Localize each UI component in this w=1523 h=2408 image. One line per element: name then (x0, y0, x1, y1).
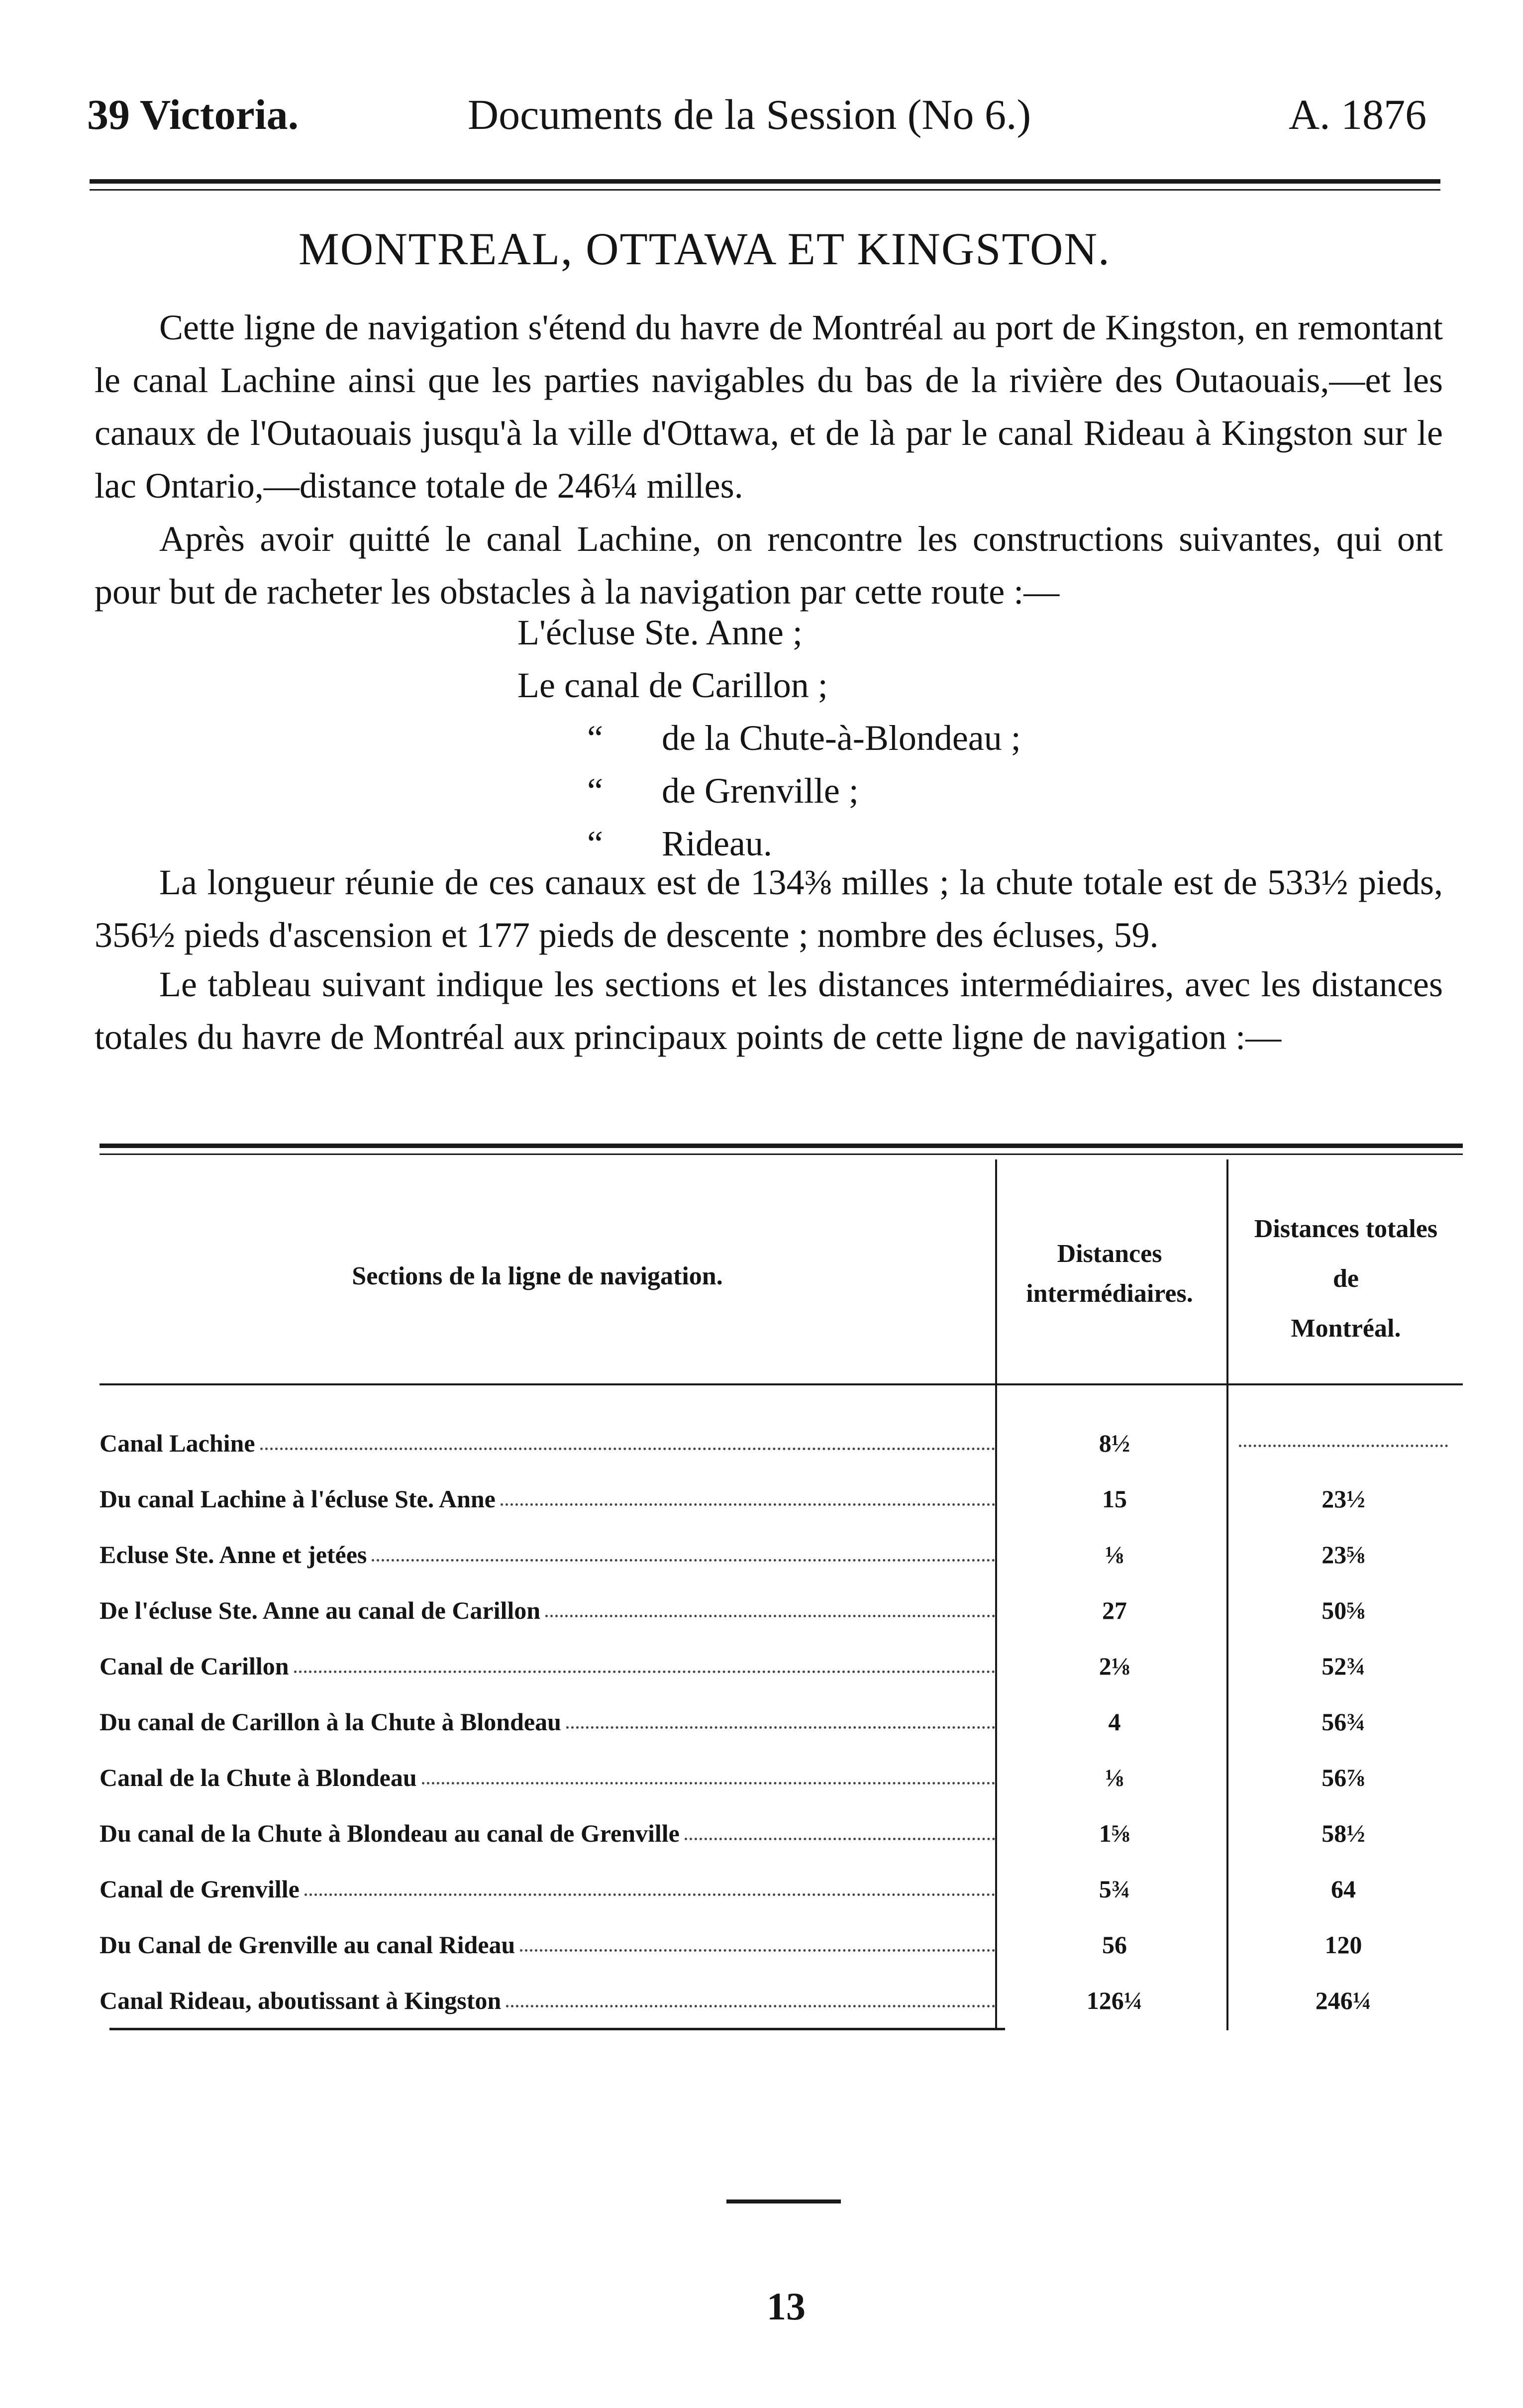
table-row (100, 1585, 1463, 1635)
section-name-cell: Canal de la Chute à Blondeau (100, 1753, 995, 1802)
list-item: “ Rideau. (517, 817, 1021, 870)
table-row (100, 1976, 1463, 2025)
section-name-cell: Du Canal de Grenville au canal Rideau (100, 1920, 995, 1970)
table-top-rule-thin (100, 1153, 1463, 1155)
total-distance-cell: 64 (1331, 1875, 1356, 1903)
table-row (100, 1474, 1463, 1524)
ditto-mark: “ (587, 771, 603, 811)
section-name-cell: Canal de Carillon (100, 1641, 995, 1691)
table-bottom-rule (109, 2028, 1005, 2030)
total-distance-cell: 120 (1324, 1931, 1362, 1959)
intermediate-distance-cell: 5¾ (1099, 1875, 1130, 1903)
page-number: 13 (767, 2285, 806, 2328)
footer-rule (726, 2199, 841, 2203)
section-name-cell: Du canal de Carillon à la Chute à Blondeau (100, 1697, 995, 1747)
list-item: L'écluse Ste. Anne ; (517, 613, 803, 652)
table-row (100, 1418, 1463, 1468)
section-name-cell: Canal Rideau, aboutissant à Kingston (100, 1976, 995, 2025)
paragraph-table-intro: Le tableau suivant indique les sections et les distances intermédiaires, avec les distances totales du havre de Montréal aux principaux points de cette ligne de navigation :— (95, 964, 1443, 1057)
intermediate-distance-cell: 2⅛ (1099, 1652, 1130, 1680)
dot-leader (260, 1448, 995, 1450)
dot-leader (501, 1503, 995, 1506)
header-rule-thick (90, 179, 1440, 184)
header-year: A. 1876 (1289, 91, 1427, 138)
intermediate-distance-cell: 126¼ (1086, 1987, 1143, 2014)
total-distance-cell: 23½ (1321, 1485, 1365, 1513)
table-top-rule-thick (100, 1144, 1463, 1148)
intermediate-distance-cell: 27 (1102, 1596, 1127, 1624)
intermediate-distance-cell: 15 (1102, 1485, 1127, 1513)
dot-leader (305, 1893, 995, 1896)
column-header-total: Distances totales de Montréal. (1254, 1215, 1438, 1343)
list-item: Le canal de Carillon ; (517, 665, 828, 705)
list-item: “ de la Chute-à-Blondeau ; (517, 712, 1021, 764)
section-name-cell: Du canal Lachine à l'écluse Ste. Anne (100, 1474, 995, 1524)
total-distance-cell: 50⅝ (1321, 1596, 1365, 1624)
total-distance-cell: 23⅝ (1321, 1541, 1365, 1569)
intermediate-distance-cell: ⅛ (1105, 1764, 1124, 1791)
ditto-mark: “ (587, 824, 603, 863)
header-rule-thin (90, 189, 1440, 191)
table-row (100, 1530, 1463, 1579)
list-item: “ de Grenville ; (517, 764, 1021, 817)
intermediate-distance-cell: ⅛ (1105, 1541, 1124, 1569)
table-row (100, 1864, 1463, 1914)
dot-leader (506, 2005, 995, 2007)
dot-leader (545, 1615, 995, 1617)
intermediate-distance-cell: 8½ (1099, 1429, 1130, 1457)
total-distance-cell: 58½ (1321, 1819, 1365, 1847)
intermediate-distance-cell: 1⅝ (1099, 1819, 1130, 1847)
dot-leader (294, 1671, 995, 1673)
paragraph-route-description: Cette ligne de navigation s'étend du havre de Montréal au port de Kingston, en remontant le canal Lachine ainsi que les parties navigables du bas de la rivière des Outaouais,—et les canaux de l'Outaouais jusqu'à la ville d'Ottawa, et de là par le canal Rideau à Kingston sur le lac Ontario,—distance totale de 246¼ milles. (95, 308, 1443, 506)
total-distance-cell: 246¼ (1315, 1987, 1372, 2014)
section-name-cell: Ecluse Ste. Anne et jetées (100, 1530, 995, 1579)
header-session-year: 39 Victoria. (87, 91, 299, 138)
total-distance-cell: 52¾ (1321, 1652, 1365, 1680)
table-row (100, 1808, 1463, 1858)
dot-leader (566, 1726, 995, 1729)
total-distance-cell: 56¾ (1321, 1708, 1365, 1736)
table-row (100, 1753, 1463, 1802)
total-distance-cell (1234, 1418, 1453, 1468)
dot-leader (422, 1782, 995, 1784)
dot-leader (685, 1838, 995, 1840)
dot-leader (1239, 1445, 1448, 1447)
header-separator-rule (100, 1383, 1463, 1385)
table-row (100, 1920, 1463, 1970)
paragraph-canal-lengths: La longueur réunie de ces canaux est de 134⅜ milles ; la chute totale est de 533½ pieds, 356½ pieds d'ascension et 177 pieds de descente ; nombre des écluses, 59. (95, 862, 1443, 955)
table-row (100, 1697, 1463, 1747)
table-row (100, 1641, 1463, 1691)
section-name-cell: Canal Lachine (100, 1418, 995, 1468)
section-name-cell: Du canal de la Chute à Blondeau au canal de Grenville (100, 1808, 995, 1858)
ditto-mark: “ (587, 718, 603, 758)
section-name-cell: De l'écluse Ste. Anne au canal de Carillon (100, 1585, 995, 1635)
header-document-title: Documents de la Session (No 6.) (468, 91, 1031, 138)
intermediate-distance-cell: 4 (1108, 1708, 1121, 1736)
dot-leader (520, 1949, 995, 1952)
section-title: MONTREAL, OTTAWA ET KINGSTON. (299, 223, 1111, 274)
column-header-intermediate: Distances intermédiaires. (1026, 1240, 1193, 1308)
constructions-list (517, 606, 1021, 870)
column-header-sections: Sections de la ligne de navigation. (352, 1262, 723, 1290)
dot-leader (372, 1559, 995, 1562)
paragraph-constructions-intro: Après avoir quitté le canal Lachine, on rencontre les constructions suivantes, qui ont pour but de racheter les obstacles à la navigation par cette route :— (95, 519, 1443, 612)
total-distance-cell: 56⅞ (1321, 1764, 1365, 1791)
intermediate-distance-cell: 56 (1102, 1931, 1127, 1959)
section-name-cell: Canal de Grenville (100, 1864, 995, 1914)
